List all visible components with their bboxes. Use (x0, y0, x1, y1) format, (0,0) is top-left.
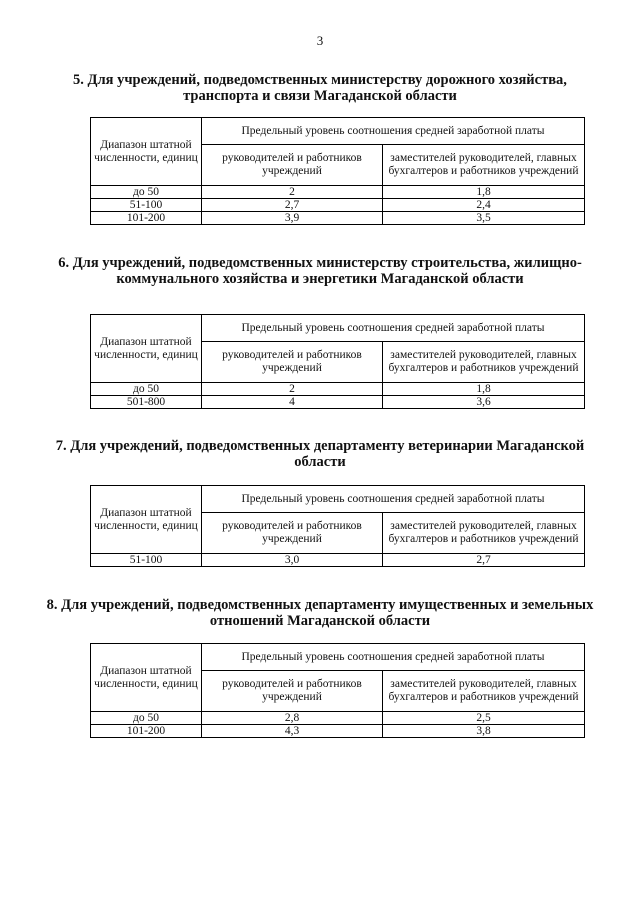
cell-v2: 3,8 (383, 725, 585, 738)
cell-v1: 2 (202, 383, 383, 396)
header-range: Диапазон штатной численности, единиц (91, 315, 202, 383)
cell-v1: 3,0 (202, 554, 383, 567)
cell-v2: 2,7 (383, 554, 585, 567)
table-row (91, 725, 585, 738)
salary-ratio-table-7 (90, 485, 585, 567)
cell-v1: 4,3 (202, 725, 383, 738)
cell-v1: 2,8 (202, 712, 383, 725)
header-col2: заместителей руководителей, главных бухгалтеров и работников учреждений (383, 671, 585, 712)
table-row (91, 186, 585, 199)
salary-ratio-table-6 (90, 314, 585, 409)
cell-v2: 1,8 (383, 186, 585, 199)
cell-range: 101-200 (91, 212, 202, 225)
header-col1: руководителей и работников учреждений (202, 145, 383, 186)
cell-v1: 2,7 (202, 199, 383, 212)
header-col1: руководителей и работников учреждений (202, 671, 383, 712)
header-col2: заместителей руководителей, главных бухгалтеров и работников учреждений (383, 342, 585, 383)
header-group: Предельный уровень соотношения средней заработной платы (202, 118, 585, 145)
table-row (91, 396, 585, 409)
header-group: Предельный уровень соотношения средней заработной платы (202, 315, 585, 342)
section-title: 7. Для учреждений, подведомственных департаменту ветеринарии Магаданской области (55, 438, 585, 470)
header-group: Предельный уровень соотношения средней заработной платы (202, 486, 585, 513)
header-col2: заместителей руководителей, главных бухгалтеров и работников учреждений (383, 145, 585, 186)
cell-range: 101-200 (91, 725, 202, 738)
header-group: Предельный уровень соотношения средней заработной платы (202, 644, 585, 671)
table-row (91, 212, 585, 225)
section-7 (0, 438, 640, 470)
header-col2: заместителей руководителей, главных бухгалтеров и работников учреждений (383, 513, 585, 554)
cell-v2: 1,8 (383, 383, 585, 396)
salary-ratio-table-8 (90, 643, 585, 738)
cell-v2: 3,6 (383, 396, 585, 409)
cell-v1: 4 (202, 396, 383, 409)
cell-v1: 3,9 (202, 212, 383, 225)
salary-ratio-table-5 (90, 117, 585, 225)
section-5 (0, 72, 640, 104)
cell-v1: 2 (202, 186, 383, 199)
section-title: 8. Для учреждений, подведомственных департаменту имущественных и земельных отношений Магаданской области (46, 597, 594, 629)
cell-v2: 3,5 (383, 212, 585, 225)
cell-range: 501-800 (91, 396, 202, 409)
section-title: 5. Для учреждений, подведомственных министерству дорожного хозяйства, транспорта и связи Магаданской области (73, 72, 567, 104)
header-range: Диапазон штатной численности, единиц (91, 118, 202, 186)
cell-range: до 50 (91, 383, 202, 396)
cell-range: 51-100 (91, 554, 202, 567)
header-range: Диапазон штатной численности, единиц (91, 486, 202, 554)
cell-range: до 50 (91, 712, 202, 725)
cell-v2: 2,5 (383, 712, 585, 725)
page-number: 3 (316, 33, 324, 48)
section-8 (0, 597, 640, 629)
cell-v2: 2,4 (383, 199, 585, 212)
section-title: 6. Для учреждений, подведомственных министерству строительства, жилищно-коммунального хозяйства и энергетики Магаданской области (58, 255, 582, 287)
header-col1: руководителей и работников учреждений (202, 513, 383, 554)
cell-range: до 50 (91, 186, 202, 199)
header-col1: руководителей и работников учреждений (202, 342, 383, 383)
table-row (91, 383, 585, 396)
header-range: Диапазон штатной численности, единиц (91, 644, 202, 712)
section-6 (0, 255, 640, 287)
table-row (91, 554, 585, 567)
table-row (91, 712, 585, 725)
table-row (91, 199, 585, 212)
cell-range: 51-100 (91, 199, 202, 212)
